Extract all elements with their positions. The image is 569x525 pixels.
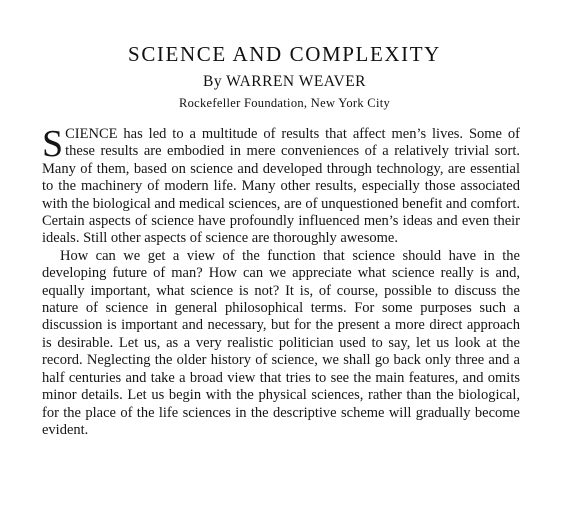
paragraph-1-text: CIENCE has led to a multitude of results that affect men’s lives. Some of these results are embodied in mere conveniences of a relatively trivial sort. Many of them, based on science and developed through technology, are essential to the machinery of modern life. Many other results, especially those associated with the biological and medical sciences, are of unquestioned benefit and comfort. Certain aspects of science have profoundly influenced men’s ideas and even their ideals. Still other aspects of science are thoroughly awesome.	[42, 126, 520, 247]
article-title: SCIENCE AND COMPLEXITY	[128, 42, 441, 66]
author-affiliation: Rockefeller Foundation, New York City	[178, 96, 391, 110]
article-body	[42, 123, 520, 439]
paragraph-1	[42, 123, 520, 248]
author-byline: By WARREN WEAVER	[202, 73, 366, 90]
drop-cap: S	[42, 123, 64, 165]
paragraph-2: How can we get a view of the function that science should have in the developing future of man? How can we appreciate what science really is and, equally important, what science is not? It is, of course, possible to discuss the nature of science in general philosophical terms. For some purposes such a discussion is important and necessary, but for the present a more direct approach is desirable. Let us, as a very realistic politician used to say, let us look at the record. Neglecting the older history of science, we shall go back only three and a half centuries and take a broad view that tries to see the main features, and omits minor details. Let us begin with the physical sciences, rather than the biological, for the place of the life sciences in the descriptive scheme will gradually become evident.	[42, 247, 520, 438]
